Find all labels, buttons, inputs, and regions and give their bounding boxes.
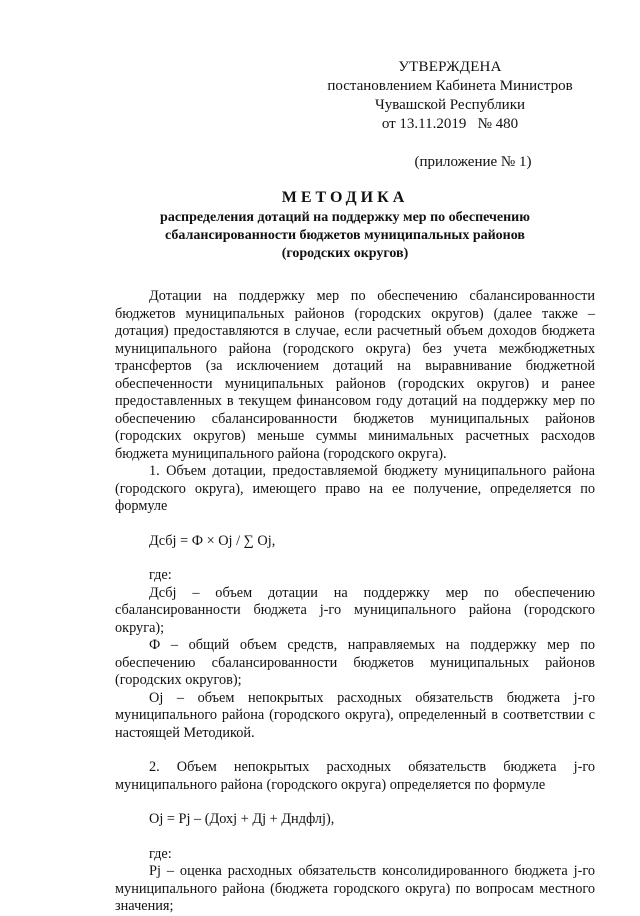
definition-dsb: Дсбj – объем дотации на поддержку мер по обеспечению сбалансированности бюджета j-го муниципального района (городского округа);	[115, 584, 595, 636]
annex-label: (приложение № 1)	[414, 154, 532, 170]
document-subtitle-line: (городских округов)	[281, 246, 409, 261]
definition-p: Pj – оценка расходных обязательств консолидированного бюджета j-го муниципального района (бюджета городского округа) по вопросам местного значения;	[115, 863, 595, 914]
paragraph-gap	[115, 742, 595, 759]
document-title-block	[140, 187, 550, 263]
section-2-paragraph: 2. Объем непокрытых расходных обязательств бюджета j-го муниципального района (городского округа) определяется по формуле	[115, 759, 595, 793]
approval-date-number: от 13.11.2019 № 480	[381, 116, 519, 132]
formula-2: Oj = Pj – (Дохj + Дj + Дндфлj),	[149, 811, 335, 827]
document-subtitle-line: распределения дотаций на поддержку мер по обеспечению	[160, 210, 530, 225]
definition-o: Oj – объем непокрытых расходных обязательств бюджета j-го муниципального района (городского округа), определенный в соответствии с настоящей Методикой.	[115, 689, 595, 741]
approval-heading: УТВЕРЖДЕНА	[398, 59, 502, 75]
formula-1: Дсбj = Ф × Oj / ∑ Oj,	[149, 532, 276, 549]
intro-paragraph: Дотации на поддержку мер по обеспечению сбалансированности бюджетов муниципальных районов (городских округов) (далее также – дотация) предоставляются в случае, если расчетный объем доходов бюджета муниципального района (городского округа) без учета межбюджетных трансфертов (за исключением дотаций на выравнивание бюджетной обеспеченности муниципальных районов (городских округов) и ранее предоставленных в текущем финансовом году дотаций на поддержку мер по обеспечению сбалансированности бюджетов муниципальных районов (городских округов) меньше суммы минимальных расчетных расходов бюджета муниципального района (городского округа).	[115, 288, 595, 462]
document-body	[115, 288, 595, 916]
section-1-paragraph: 1. Объем дотации, предоставляемой бюджету муниципального района (городского округа), имеющего право на ее получение, определяется по формуле	[115, 463, 595, 514]
approval-stamp	[300, 58, 600, 172]
document-subtitle-line: сбалансированности бюджетов муниципальных районов	[165, 228, 525, 243]
where-label-1: где:	[149, 567, 172, 583]
definition-f: Ф – общий объем средств, направляемых на поддержку мер по обеспечению сбалансированности бюджетов муниципальных районов (городских округов);	[115, 637, 595, 688]
where-label-2: где:	[149, 845, 172, 862]
approval-region: Чувашской Республики	[374, 97, 526, 113]
approval-authority: постановлением Кабинета Министров	[327, 78, 573, 94]
document-title: МЕТОДИКА	[281, 189, 409, 206]
